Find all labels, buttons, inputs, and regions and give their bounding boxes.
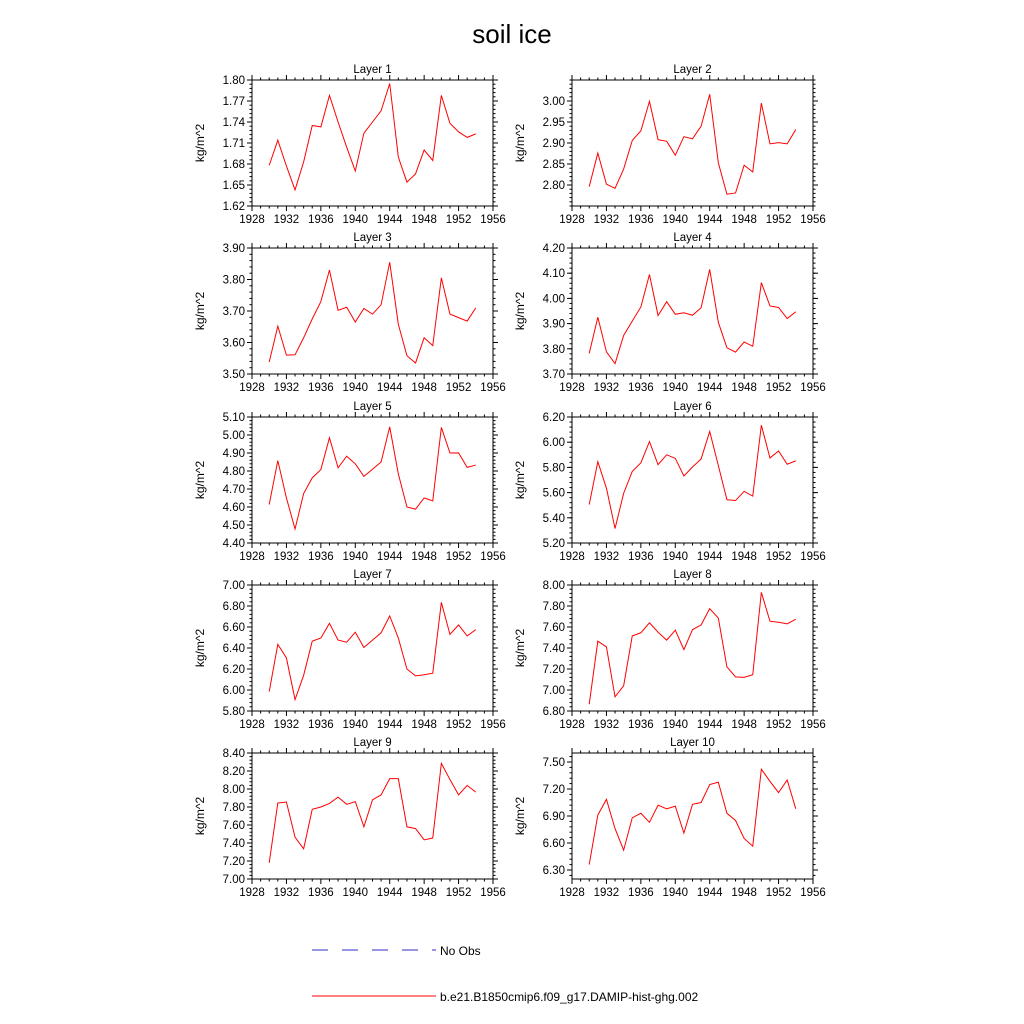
y-tick-label: 7.80 (542, 601, 565, 613)
x-tick-label: 1952 (445, 551, 472, 563)
chart-panel-2 (513, 64, 826, 226)
chart-panel-4 (513, 232, 826, 394)
y-tick-label: 2.90 (542, 138, 565, 150)
y-tick-label: 5.10 (222, 412, 245, 424)
x-tick-label: 1944 (696, 719, 723, 731)
x-tick-label: 1944 (696, 214, 723, 226)
x-tick-label: 1940 (662, 551, 689, 563)
plot-frame (572, 248, 813, 374)
x-tick-label: 1940 (662, 887, 689, 899)
y-tick-label: 7.20 (222, 856, 245, 868)
x-tick-label: 1956 (800, 887, 826, 899)
y-axis-label: kg/m^2 (193, 123, 207, 163)
x-tick-label: 1940 (662, 719, 689, 731)
panel-title: Layer 4 (673, 232, 712, 244)
x-tick-label: 1932 (273, 887, 300, 899)
y-tick-label: 5.80 (542, 462, 565, 475)
x-tick-label: 1952 (765, 719, 792, 731)
chart-panel-8 (513, 569, 826, 731)
y-axis-label: kg/m^2 (513, 123, 527, 163)
x-tick-label: 1956 (800, 382, 826, 394)
y-tick-label: 3.70 (542, 369, 565, 381)
y-tick-label: 4.10 (542, 268, 565, 281)
x-tick-label: 1956 (480, 887, 506, 899)
x-tick-label: 1944 (376, 719, 403, 731)
y-tick-label: 4.40 (222, 538, 245, 550)
series-line (589, 425, 796, 528)
y-tick-label: 6.20 (222, 664, 245, 676)
y-tick-label: 7.00 (222, 874, 245, 886)
series-line (589, 94, 796, 194)
x-tick-label: 1956 (800, 551, 826, 563)
y-tick-label: 5.80 (222, 706, 245, 718)
panel-title: Layer 3 (353, 232, 392, 244)
x-tick-label: 1936 (308, 214, 334, 226)
y-axis-label: kg/m^2 (193, 628, 207, 668)
x-tick-label: 1956 (480, 382, 506, 394)
panels (193, 64, 826, 899)
x-tick-label: 1940 (342, 551, 369, 563)
y-tick-label: 1.62 (222, 201, 245, 213)
x-tick-label: 1936 (308, 551, 334, 563)
x-tick-label: 1948 (731, 551, 757, 563)
legend-model-label: b.e21.B1850cmip6.f09_g17.DAMIP-hist-ghg.002 (440, 990, 699, 1004)
x-tick-label: 1948 (731, 719, 757, 731)
x-tick-label: 1952 (765, 551, 792, 563)
plot-frame (572, 585, 813, 711)
y-tick-label: 5.00 (222, 430, 245, 442)
series-line (269, 427, 476, 529)
panel-title: Layer 10 (670, 737, 715, 749)
series-line (269, 763, 476, 862)
y-tick-label: 6.40 (222, 643, 245, 655)
chart-panel-5 (193, 401, 506, 563)
y-tick-label: 5.20 (542, 538, 565, 550)
y-axis-label: kg/m^2 (513, 628, 527, 668)
x-tick-label: 1932 (593, 551, 620, 563)
x-tick-label: 1928 (559, 887, 585, 899)
y-tick-label: 1.74 (222, 117, 245, 129)
y-tick-label: 6.60 (542, 838, 565, 850)
plot-frame (572, 417, 813, 543)
y-axis-label: kg/m^2 (513, 291, 527, 331)
x-tick-label: 1956 (480, 214, 506, 226)
legend-no-obs-label: No Obs (440, 944, 481, 958)
x-tick-label: 1952 (445, 887, 472, 899)
panel-title: Layer 9 (353, 737, 392, 749)
x-tick-label: 1936 (628, 214, 654, 226)
series-line (269, 84, 476, 190)
y-tick-label: 5.60 (542, 487, 565, 500)
y-tick-label: 7.00 (222, 580, 245, 592)
x-tick-label: 1952 (765, 214, 792, 226)
y-tick-label: 7.40 (222, 838, 245, 850)
x-tick-label: 1940 (342, 382, 369, 394)
y-tick-label: 6.60 (222, 622, 245, 634)
x-tick-label: 1940 (342, 719, 369, 731)
y-tick-label: 2.85 (542, 159, 565, 171)
plot-frame (252, 80, 493, 206)
series-line (589, 592, 796, 704)
x-tick-label: 1928 (239, 719, 265, 731)
y-tick-label: 3.70 (222, 306, 245, 318)
x-tick-label: 1928 (559, 382, 585, 394)
panel-title: Layer 7 (353, 569, 392, 581)
panel-title: Layer 6 (673, 401, 712, 413)
x-tick-label: 1944 (376, 551, 403, 563)
y-tick-label: 7.20 (542, 784, 565, 796)
y-tick-label: 8.00 (222, 784, 245, 796)
y-tick-label: 5.40 (542, 512, 565, 525)
x-tick-label: 1940 (662, 382, 689, 394)
y-axis-label: kg/m^2 (193, 796, 207, 836)
x-tick-label: 1944 (696, 887, 723, 899)
y-tick-label: 4.50 (222, 520, 245, 532)
chart-panel-10 (513, 737, 826, 899)
y-tick-label: 6.20 (542, 412, 565, 424)
x-tick-label: 1928 (239, 382, 265, 394)
y-tick-label: 3.00 (542, 96, 565, 108)
x-tick-label: 1936 (628, 551, 654, 563)
x-tick-label: 1948 (731, 214, 757, 226)
x-tick-label: 1928 (559, 214, 585, 226)
x-tick-label: 1940 (342, 887, 369, 899)
y-tick-label: 3.90 (542, 318, 565, 331)
x-tick-label: 1952 (765, 887, 792, 899)
series-line (269, 262, 476, 363)
y-tick-label: 3.50 (222, 369, 245, 381)
panel-title: Layer 1 (353, 64, 392, 76)
x-tick-label: 1928 (239, 887, 265, 899)
x-tick-label: 1940 (342, 214, 369, 226)
x-tick-label: 1928 (559, 719, 585, 731)
x-tick-label: 1952 (445, 719, 472, 731)
y-tick-label: 3.90 (222, 243, 245, 255)
y-tick-label: 3.80 (222, 274, 245, 287)
chart-panel-3 (193, 232, 506, 394)
y-tick-label: 1.68 (222, 159, 245, 171)
y-tick-label: 3.80 (542, 343, 565, 356)
y-tick-label: 6.80 (542, 706, 565, 718)
x-tick-label: 1956 (480, 551, 506, 563)
x-tick-label: 1948 (411, 551, 437, 563)
x-tick-label: 1936 (308, 382, 334, 394)
y-tick-label: 6.80 (222, 601, 245, 613)
series-line (589, 269, 796, 363)
y-tick-label: 6.00 (222, 685, 245, 697)
y-tick-label: 1.80 (222, 75, 245, 87)
series-line (269, 602, 476, 699)
y-tick-label: 4.90 (222, 448, 245, 460)
x-tick-label: 1948 (411, 887, 437, 899)
y-tick-label: 4.20 (542, 243, 565, 255)
y-tick-label: 8.20 (222, 766, 245, 778)
x-tick-label: 1944 (696, 551, 723, 563)
y-tick-label: 7.60 (542, 622, 565, 634)
panel-title: Layer 5 (353, 401, 392, 413)
y-tick-label: 4.60 (222, 502, 245, 514)
figure-title: soil ice (472, 19, 552, 49)
y-axis-label: kg/m^2 (193, 291, 207, 331)
plot-frame (252, 417, 493, 543)
y-axis-label: kg/m^2 (193, 460, 207, 500)
x-tick-label: 1956 (480, 719, 506, 731)
x-tick-label: 1944 (376, 887, 403, 899)
chart-panel-7 (193, 569, 506, 731)
chart-panel-9 (193, 737, 506, 899)
x-tick-label: 1944 (376, 214, 403, 226)
x-tick-label: 1948 (411, 382, 437, 394)
plot-frame (572, 753, 813, 879)
y-tick-label: 1.65 (222, 180, 245, 192)
panel-title: Layer 8 (673, 569, 712, 581)
y-tick-label: 7.40 (542, 643, 565, 655)
y-tick-label: 6.00 (542, 437, 565, 450)
x-tick-label: 1936 (308, 887, 334, 899)
x-tick-label: 1928 (239, 551, 265, 563)
y-tick-label: 2.80 (542, 180, 565, 192)
chart-panel-6 (513, 401, 826, 563)
x-tick-label: 1932 (273, 382, 300, 394)
plot-frame (252, 585, 493, 711)
panel-title: Layer 2 (673, 64, 712, 76)
y-tick-label: 7.50 (542, 757, 565, 769)
x-tick-label: 1948 (411, 719, 437, 731)
x-tick-label: 1936 (308, 719, 334, 731)
y-tick-label: 4.80 (222, 466, 245, 478)
x-tick-label: 1944 (696, 382, 723, 394)
y-axis-label: kg/m^2 (513, 460, 527, 500)
x-tick-label: 1936 (628, 887, 654, 899)
x-tick-label: 1932 (273, 214, 300, 226)
x-tick-label: 1940 (662, 214, 689, 226)
x-tick-label: 1948 (411, 214, 437, 226)
x-tick-label: 1928 (239, 214, 265, 226)
chart-panel-1 (193, 64, 506, 226)
x-tick-label: 1928 (559, 551, 585, 563)
x-tick-label: 1932 (593, 382, 620, 394)
y-tick-label: 4.70 (222, 484, 245, 496)
x-tick-label: 1952 (765, 382, 792, 394)
x-tick-label: 1932 (273, 719, 300, 731)
x-tick-label: 1932 (273, 551, 300, 563)
x-tick-label: 1948 (731, 382, 757, 394)
x-tick-label: 1956 (800, 719, 826, 731)
y-tick-label: 3.60 (222, 337, 245, 350)
x-tick-label: 1948 (731, 887, 757, 899)
plot-frame (252, 753, 493, 879)
y-tick-label: 2.95 (542, 117, 565, 129)
x-tick-label: 1932 (593, 214, 620, 226)
x-tick-label: 1952 (445, 382, 472, 394)
y-tick-label: 4.00 (542, 293, 565, 306)
y-tick-label: 6.90 (542, 811, 565, 823)
x-tick-label: 1932 (593, 719, 620, 731)
y-tick-label: 1.71 (222, 138, 245, 150)
y-tick-label: 7.60 (222, 820, 245, 832)
y-tick-label: 8.40 (222, 748, 245, 760)
x-tick-label: 1932 (593, 887, 620, 899)
x-tick-label: 1956 (800, 214, 826, 226)
x-tick-label: 1944 (376, 382, 403, 394)
y-tick-label: 7.80 (222, 802, 245, 814)
y-tick-label: 6.30 (542, 865, 565, 877)
y-axis-label: kg/m^2 (513, 796, 527, 836)
y-tick-label: 1.77 (222, 96, 245, 108)
x-tick-label: 1952 (445, 214, 472, 226)
y-tick-label: 7.00 (542, 685, 565, 697)
x-tick-label: 1936 (628, 382, 654, 394)
y-tick-label: 7.20 (542, 664, 565, 676)
legend (312, 944, 698, 1004)
series-line (589, 769, 796, 864)
x-tick-label: 1936 (628, 719, 654, 731)
y-tick-label: 8.00 (542, 580, 565, 592)
